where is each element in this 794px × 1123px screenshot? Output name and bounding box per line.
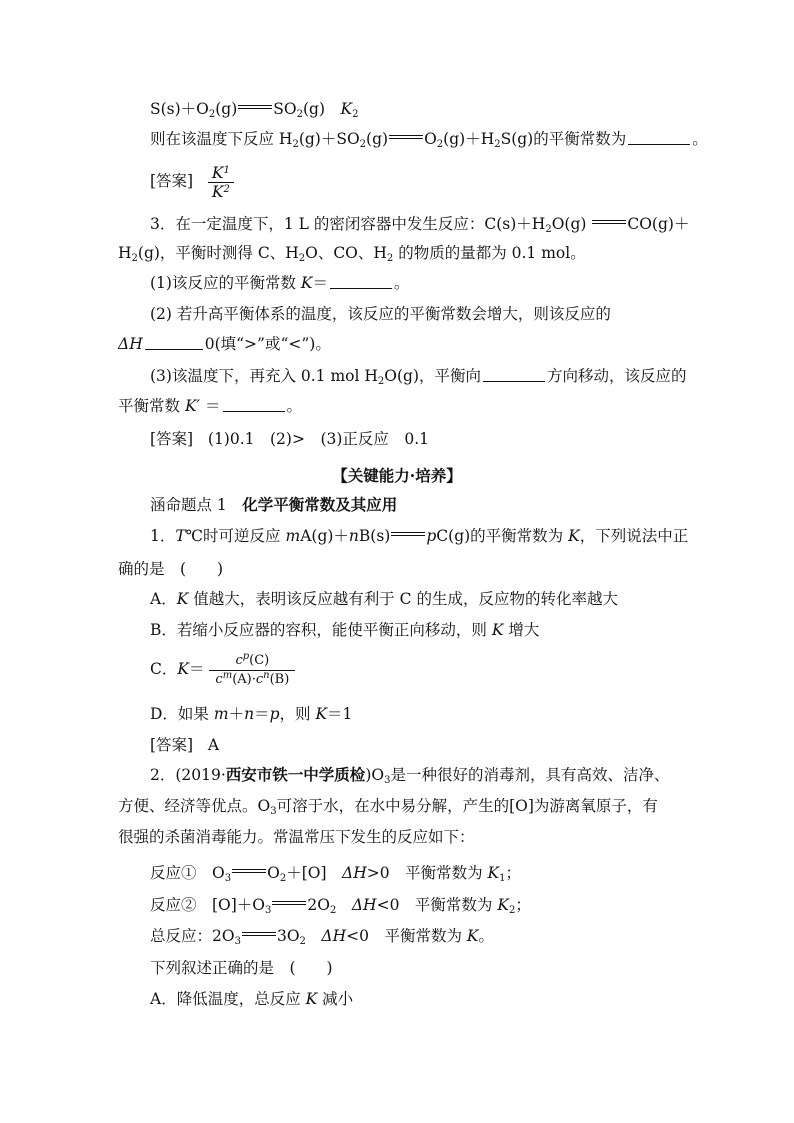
equilibrium-arrow bbox=[232, 868, 266, 876]
problem-3-answer: [答案] (1)0.1 (2)> (3)正反应 0.1 bbox=[150, 430, 430, 448]
answer-blank bbox=[330, 274, 392, 289]
fraction: $\frac{c^p(C)}{c^m(A)\cdot c^n(B)}$ bbox=[209, 652, 295, 689]
answer-line: [答案] $\frac{K^1}{K^2}$ bbox=[150, 162, 234, 201]
equilibrium-arrow bbox=[389, 134, 423, 142]
problem-3-q2-line2: ΔH 0(填“>”或“<”)。 bbox=[118, 335, 331, 353]
question-text: 则在该温度下反应 $H_2(g)+SO_2(g)$ $O_2(g)+H_2S(g)$的平衡常数为 。 bbox=[150, 130, 708, 150]
problem-3-q1: (1)该反应的平衡常数 K＝ 。 bbox=[150, 274, 410, 292]
topic-title: 涵命题点 1 化学平衡常数及其应用 bbox=[150, 495, 398, 514]
q1-option-b: B．若缩小反应器的容积，能使平衡正向移动，则 K 增大 bbox=[150, 621, 540, 639]
q1-option-d: D．如果 m＋n＝p，则 K＝1 bbox=[150, 705, 353, 723]
answer-blank bbox=[628, 130, 690, 145]
equilibrium-arrow bbox=[242, 931, 276, 939]
q2-line3: 很强的杀菌消毒能力。常温常压下发生的反应如下： bbox=[118, 828, 475, 846]
answer-blank bbox=[223, 397, 285, 412]
q1-line2: 确的是 ( ) bbox=[118, 560, 224, 578]
q1-option-a: A．K 值越大，表明该反应越有利于 C 的生成，反应物的转化率越大 bbox=[150, 590, 618, 608]
problem-3-q3-line2: 平衡常数 K′ ＝ 。 bbox=[118, 397, 303, 415]
q2-reaction-1: 反应① $O_3$ $O_2+[O]$ ΔH>0 平衡常数为 $K_1$； bbox=[150, 864, 521, 884]
equilibrium-arrow bbox=[592, 219, 626, 227]
equilibrium-arrow bbox=[391, 531, 425, 539]
answer-blank bbox=[145, 335, 203, 350]
problem-3-line1: 3．在一定温度下，1 L 的密闭容器中发生反应：$C(s)+H_2O(g)$ CO(g)＋ bbox=[150, 215, 690, 235]
q2-reaction-2: 反应② $[O]+O_3$ $2O_2$ ΔH<0 平衡常数为 $K_2$； bbox=[150, 896, 531, 916]
equation-line: $S(s)+O_2(g)$ $SO_2(g)$ $K_2$ bbox=[150, 100, 359, 120]
q1-line1: 1．T℃时可逆反应 mA(g)＋nB(s) pC(g)的平衡常数为 K，下列说法中正 bbox=[150, 527, 689, 545]
q2-ask: 下列叙述正确的是 ( ) bbox=[150, 959, 333, 977]
q2-total-reaction: 总反应：$2O_3$ $3O_2$ ΔH<0 平衡常数为 K。 bbox=[150, 927, 495, 947]
problem-3-line2: $H_2(g)$，平衡时测得 C、$H_2O$、CO、$H_2$ 的物质的量都为 0.1 mol。 bbox=[118, 244, 586, 264]
problem-3-q2-line1: (2) 若升高平衡体系的温度，该反应的平衡常数会增大，则该反应的 bbox=[150, 305, 611, 323]
equilibrium-arrow bbox=[272, 900, 306, 908]
section-heading: 【关键能力·培养】 bbox=[332, 466, 462, 485]
q1-answer: [答案] A bbox=[150, 736, 220, 754]
equilibrium-arrow bbox=[238, 104, 272, 112]
problem-3-q3-line1: (3)该温度下，再充入 0.1 mol $H_2O(g)$，平衡向 方向移动，该反应的 bbox=[150, 367, 687, 387]
answer-blank bbox=[483, 367, 545, 382]
q2-line1: 2．(2019·西安市铁一中学质检)$O_3$是一种很好的消毒剂，具有高效、洁净、 bbox=[150, 765, 670, 786]
q2-line2: 方便、经济等优点。$O_3$可溶于水，在水中易分解，产生的[O]为游离氧原子，有 bbox=[118, 797, 658, 817]
q1-option-c: C．K＝ $\frac{c^p(C)}{c^m(A)\cdot c^n(B)}$ bbox=[150, 649, 295, 689]
q2-option-a: A．降低温度，总反应 K 减小 bbox=[150, 990, 354, 1008]
fraction: $\frac{K^1}{K^2}$ bbox=[208, 164, 234, 201]
